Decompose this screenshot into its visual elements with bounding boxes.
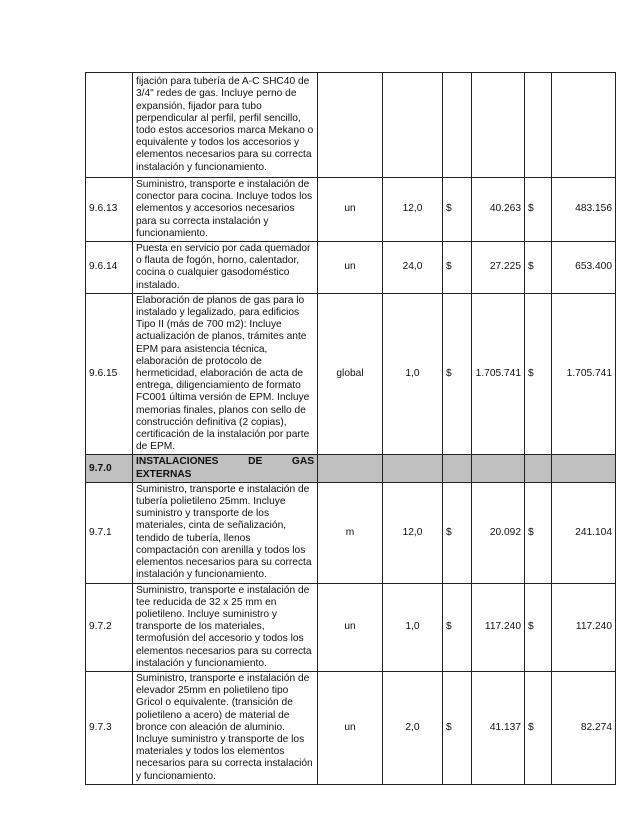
item-total: 653.400 xyxy=(552,242,616,294)
item-description: Suministro, transporte e instalación de elevador 25mm en polietileno tipo Gricol o equivalente. (transición de polietileno a acero) de material de bronce con aleación de aluminio. Incluye suministro y transporte de los materiales y todos los elementos necesarios para su correcta instalación y funcionamiento. xyxy=(133,671,318,784)
table-row xyxy=(86,293,616,455)
empty-cell xyxy=(443,455,472,482)
item-unit-price xyxy=(472,73,525,178)
currency-symbol: $ xyxy=(525,583,552,671)
item-code: 9.6.15 xyxy=(86,293,133,455)
item-total: 483.156 xyxy=(552,178,616,242)
table-row xyxy=(86,242,616,294)
item-quantity xyxy=(383,73,443,178)
currency-symbol: $ xyxy=(443,178,472,242)
item-quantity: 2,0 xyxy=(383,671,443,784)
item-unit-price: 41.137 xyxy=(472,671,525,784)
item-unit: un xyxy=(318,583,383,671)
empty-cell xyxy=(472,455,525,482)
item-unit: global xyxy=(318,293,383,455)
section-code: 9.7.0 xyxy=(86,455,133,482)
currency-symbol: $ xyxy=(525,293,552,455)
item-total: 82.274 xyxy=(552,671,616,784)
section-title-word: INSTALACIONES xyxy=(136,456,219,468)
item-unit-price: 27.225 xyxy=(472,242,525,294)
item-unit-price: 20.092 xyxy=(472,482,525,583)
item-description: fijación para tubería de A-C SHC40 de 3/4" redes de gas. Incluye perno de expansión, fijador para tubo perpendicular al perfil, perfil sencillo, todo estos accesorios marca Mekano o equivalente y todos los accesorios y elementos necesarios para su correcta instalación y funcionamiento. xyxy=(133,73,318,178)
item-quantity: 12,0 xyxy=(383,482,443,583)
item-total: 117.240 xyxy=(552,583,616,671)
currency-symbol: $ xyxy=(525,242,552,294)
item-quantity: 12,0 xyxy=(383,178,443,242)
currency-symbol: $ xyxy=(525,671,552,784)
item-unit: m xyxy=(318,482,383,583)
item-code xyxy=(86,73,133,178)
currency-symbol xyxy=(443,73,472,178)
currency-symbol: $ xyxy=(443,293,472,455)
empty-cell xyxy=(552,455,616,482)
item-description: Suministro, transporte e instalación de tubería polietileno 25mm. Incluye suministro y transporte de los materiales, cinta de señalización, tendido de tubería, llenos compactación con arenilla y todos los elementos necesarios para su correcta instalación y funcionamiento. xyxy=(133,482,318,583)
table-row xyxy=(86,482,616,583)
section-title-line1 xyxy=(136,456,314,468)
item-code: 9.6.14 xyxy=(86,242,133,294)
empty-cell xyxy=(318,455,383,482)
table-row xyxy=(86,671,616,784)
item-total: 241.104 xyxy=(552,482,616,583)
item-unit xyxy=(318,73,383,178)
item-code: 9.7.3 xyxy=(86,671,133,784)
item-unit-price: 40.263 xyxy=(472,178,525,242)
currency-symbol: $ xyxy=(443,482,472,583)
item-quantity: 24,0 xyxy=(383,242,443,294)
item-code: 9.6.13 xyxy=(86,178,133,242)
empty-cell xyxy=(525,455,552,482)
item-unit-price: 117.240 xyxy=(472,583,525,671)
empty-cell xyxy=(383,455,443,482)
budget-table xyxy=(85,72,616,785)
item-quantity: 1,0 xyxy=(383,583,443,671)
item-description: Elaboración de planos de gas para lo instalado y legalizado, para edificios Tipo II (más de 700 m2): Incluye actualización de planos, trámites ante EPM para asistencia técnica, elaboración de protocolo de hermeticidad, elaboración de acta de entrega, diligenciamiento de formato FC001 última versión de EPM. Incluye memorias finales, planos con sello de construcción definitiva (2 copias), certificación de la instalación por parte de EPM. xyxy=(133,293,318,455)
currency-symbol: $ xyxy=(443,671,472,784)
item-description: Puesta en servicio por cada quemador o flauta de fogón, horno, calentador, cocina o cualquier gasodoméstico instalado. xyxy=(133,242,318,294)
currency-symbol: $ xyxy=(525,178,552,242)
item-unit: un xyxy=(318,178,383,242)
currency-symbol: $ xyxy=(443,242,472,294)
currency-symbol: $ xyxy=(443,583,472,671)
item-description: Suministro, transporte e instalación de tee reducida de 32 x 25 mm en polietileno. Incluye suministro y transporte de los materiales, termofusión del accesorio y todos los elementos necesarios para su correcta instalación y funcionamiento. xyxy=(133,583,318,671)
table-row xyxy=(86,73,616,178)
item-total: 1.705.741 xyxy=(552,293,616,455)
section-title xyxy=(133,455,318,482)
table-row xyxy=(86,583,616,671)
item-total xyxy=(552,73,616,178)
currency-symbol xyxy=(525,73,552,178)
item-description: Suministro, transporte e instalación de conector para cocina. Incluye todos los elementos y accesorios necesarios para su correcta instalación y funcionamiento. xyxy=(133,178,318,242)
item-code: 9.7.2 xyxy=(86,583,133,671)
item-unit-price: 1.705.741 xyxy=(472,293,525,455)
section-title-word: DE xyxy=(248,456,263,468)
budget-table-body xyxy=(86,73,616,785)
item-unit: un xyxy=(318,671,383,784)
item-unit: un xyxy=(318,242,383,294)
item-code: 9.7.1 xyxy=(86,482,133,583)
item-quantity: 1,0 xyxy=(383,293,443,455)
section-title-word: GAS xyxy=(291,456,314,468)
table-row xyxy=(86,178,616,242)
section-title-line2: EXTERNAS xyxy=(136,468,192,480)
currency-symbol: $ xyxy=(525,482,552,583)
section-row xyxy=(86,455,616,482)
